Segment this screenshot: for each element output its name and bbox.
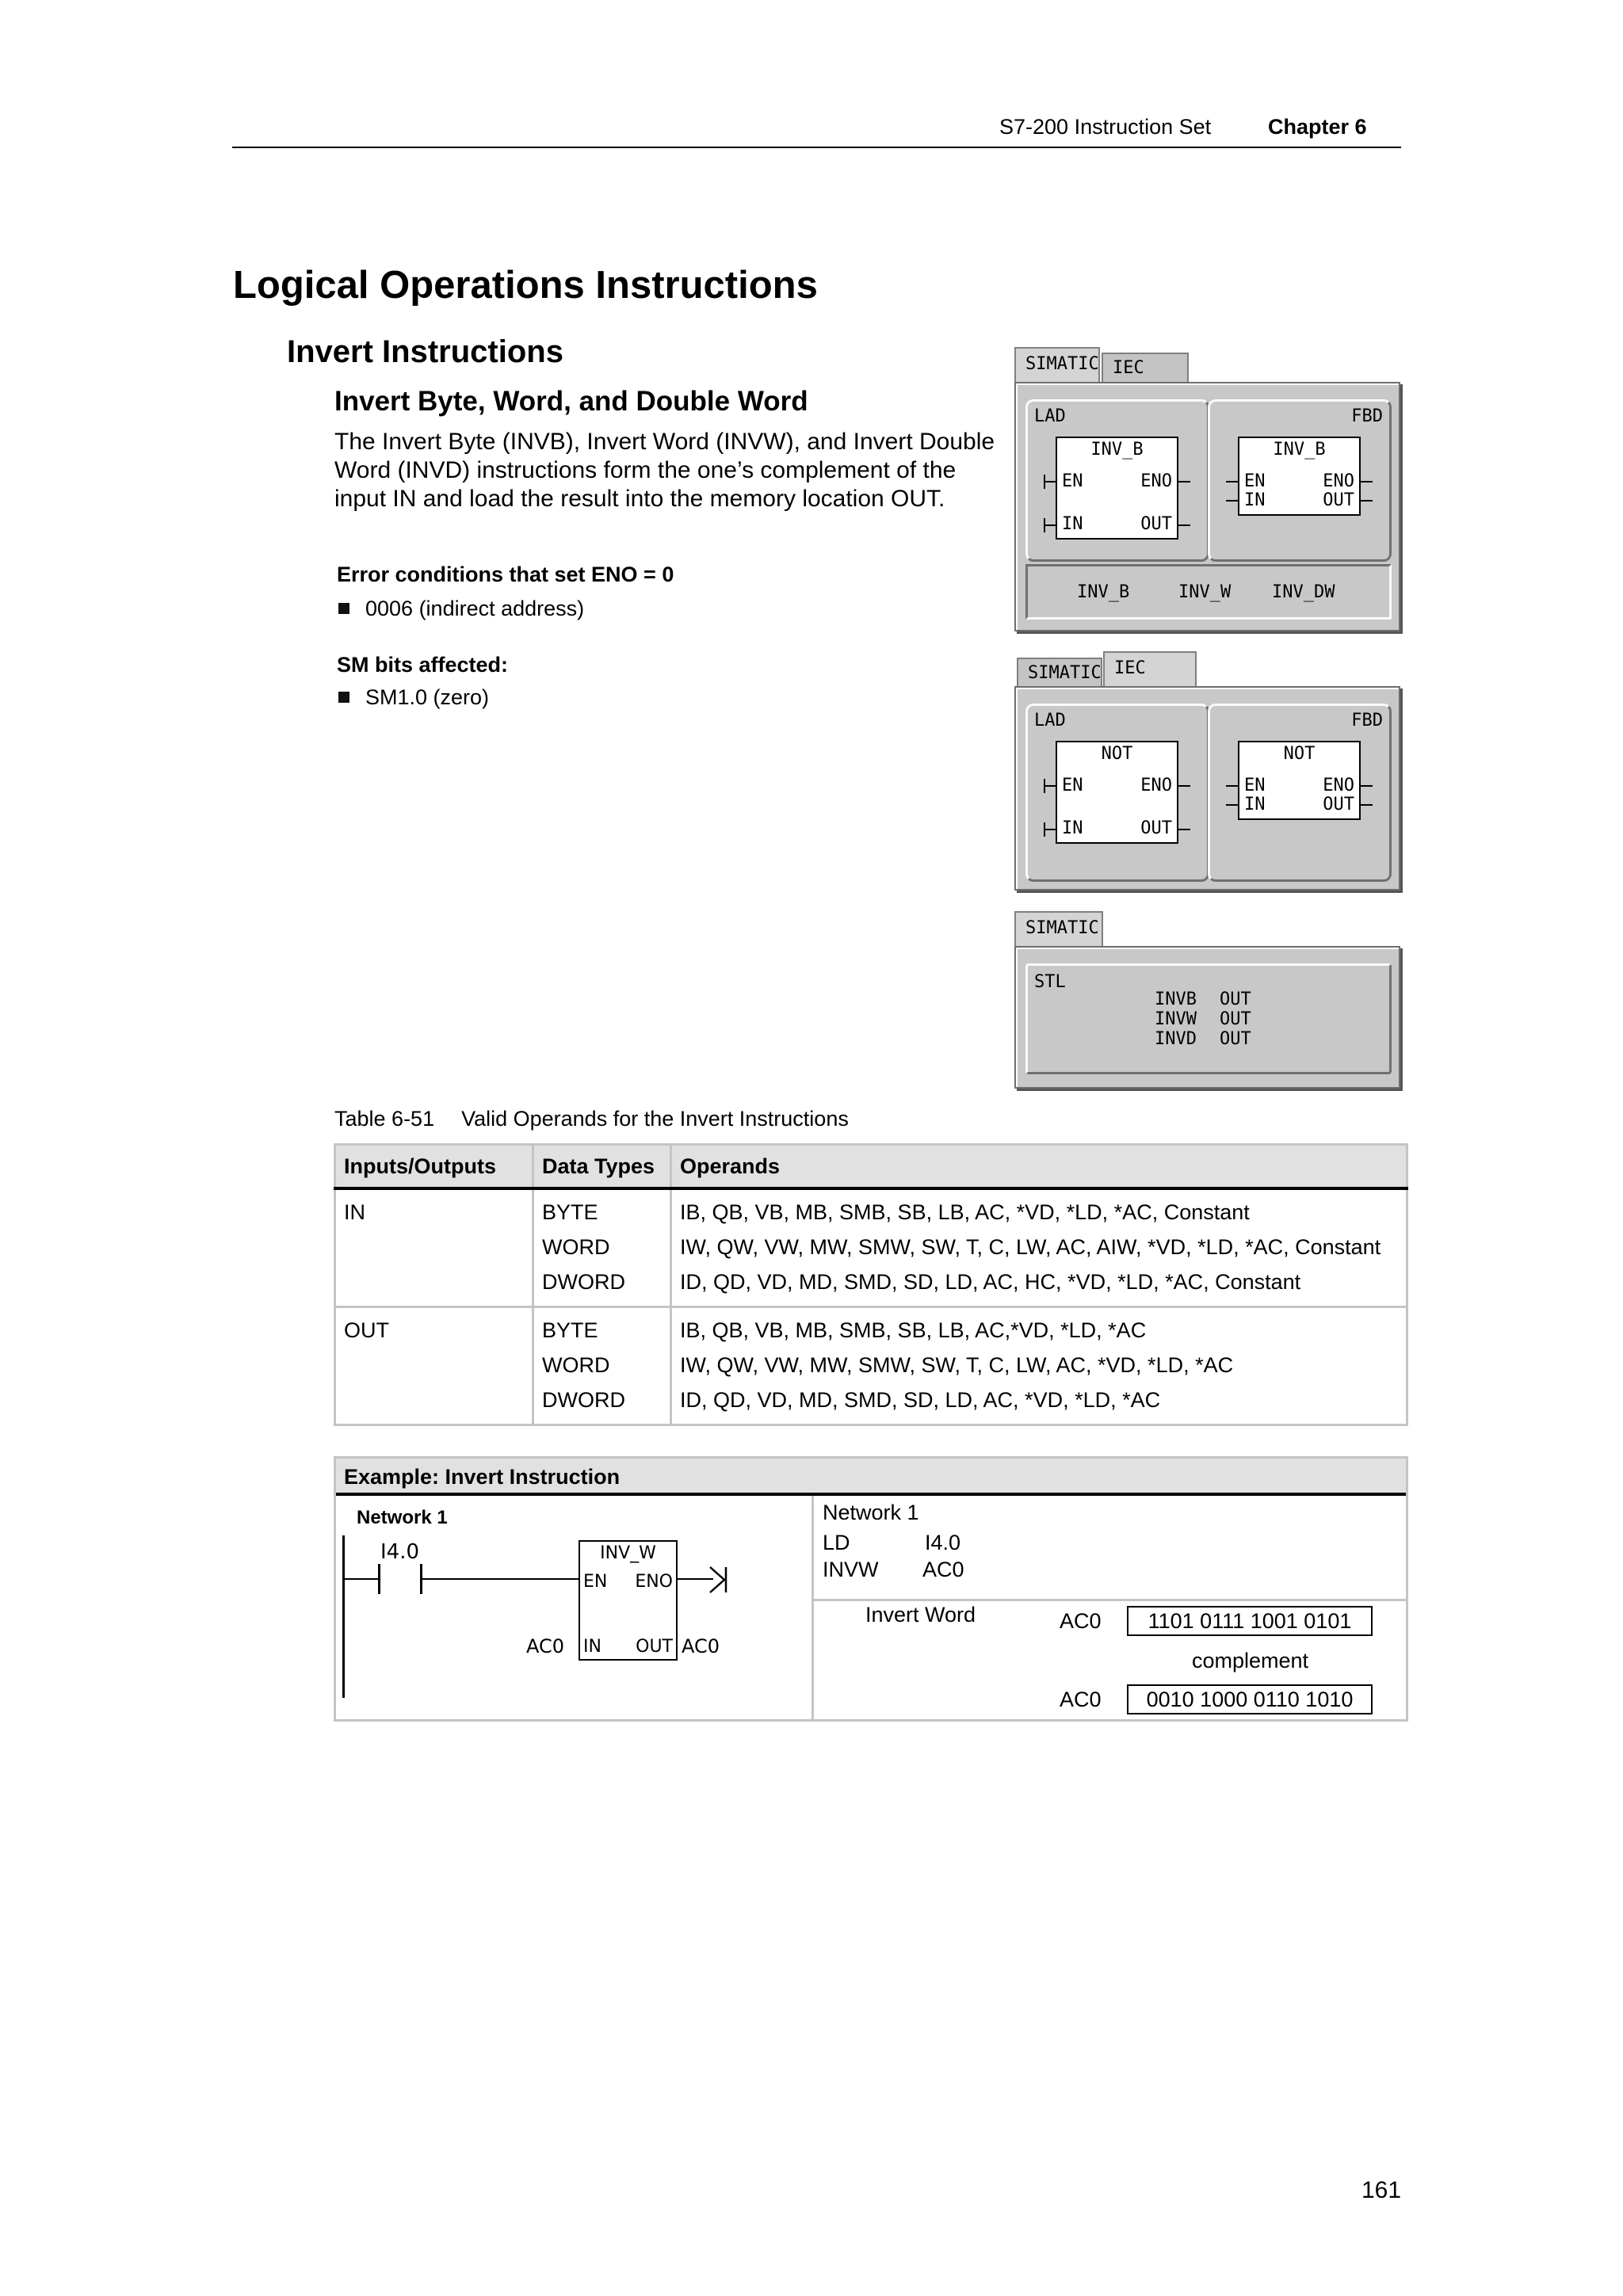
fbd-label: FBD (1351, 711, 1383, 730)
stl-op: LD (823, 1531, 850, 1554)
demo-label: Invert Word (865, 1603, 976, 1627)
stl-arg: OUT (1220, 1029, 1251, 1049)
lad-label: LAD (1034, 406, 1066, 426)
stl-ops (1155, 990, 1197, 1049)
register-label: AC0 (1060, 1688, 1102, 1711)
out-pin: OUT (1140, 514, 1172, 534)
column-header: Operands (671, 1145, 1407, 1189)
stl-op: INVB (1155, 990, 1197, 1009)
types-cell: BYTE WORD DWORD (533, 1188, 671, 1307)
column-header: Inputs/Outputs (335, 1145, 533, 1189)
table-header-row (335, 1145, 1407, 1189)
register-label: AC0 (1060, 1609, 1102, 1633)
eno-pin: ENO (1323, 471, 1354, 491)
ladder-diagram (336, 1496, 812, 1722)
in-pin: IN (1062, 514, 1083, 534)
fbd-subpanel (1208, 704, 1392, 882)
subsection-heading: Invert Instructions (287, 334, 563, 369)
box-name: NOT (1101, 744, 1133, 764)
lad-not-box (1056, 741, 1178, 844)
value-after: 0010 1000 0110 1010 (1127, 1684, 1373, 1714)
variant-inv-b: INV_B (1077, 582, 1130, 602)
types-cell: BYTE WORD DWORD (533, 1307, 671, 1425)
fbd-inv-box (1238, 437, 1361, 516)
stl-op: INVW (823, 1558, 879, 1581)
operation-label: complement (1192, 1649, 1309, 1672)
in-pin: IN (1244, 795, 1266, 814)
fbd-label: FBD (1351, 406, 1383, 426)
out-pin: OUT (1323, 490, 1354, 510)
coil-arrow-icon (705, 1564, 729, 1596)
lad-inv-box (1056, 437, 1178, 540)
out-pin: OUT (1140, 818, 1172, 838)
in-pin: IN (583, 1637, 601, 1657)
lad-subpanel (1025, 399, 1209, 562)
value-before: 1101 0111 1001 0101 (1127, 1606, 1373, 1636)
tab-simatic: SIMATIC (1014, 911, 1103, 946)
variant-inv-dw: INV_DW (1272, 582, 1335, 602)
contact-left (378, 1564, 380, 1594)
stl-op: INVD (1155, 1029, 1197, 1049)
error-condition-item: 0006 (indirect address) (338, 597, 584, 621)
contact-operand: I4.0 (380, 1540, 420, 1564)
header-rule (232, 147, 1401, 148)
stl-arg: I4.0 (925, 1531, 961, 1554)
iec-instruction-panel (1014, 686, 1400, 891)
example-title: Example: Invert Instruction (336, 1459, 1406, 1496)
example-block (334, 1456, 1408, 1722)
lad-label: LAD (1034, 711, 1066, 730)
inv-w-box (579, 1540, 678, 1661)
description-paragraph: The Invert Byte (INVB), Invert Word (INVW), and Invert Double Word (INVD) instructions form the one’s complement of the input IN and load the result into the memory location OUT. (334, 429, 995, 512)
variant-inv-w: INV_W (1178, 582, 1232, 602)
in-pin: IN (1062, 818, 1083, 838)
tab-iec-1131: IEC (1102, 353, 1189, 383)
running-header-title: S7-200 Instruction Set (999, 115, 1212, 139)
sm-bits-title: SM bits affected: (337, 653, 509, 677)
eno-pin: ENO (1323, 776, 1354, 795)
column-header: Data Types (533, 1145, 671, 1189)
io-cell: IN (335, 1188, 533, 1307)
fbd-subpanel (1208, 399, 1392, 562)
simatic-instruction-panel (1014, 382, 1400, 631)
table-title: Valid Operands for the Invert Instructions (461, 1107, 849, 1131)
table-number: Table 6-51 (334, 1107, 435, 1131)
box-name: NOT (1283, 744, 1316, 764)
en-pin: EN (1244, 776, 1266, 795)
en-pin: EN (1062, 776, 1083, 795)
section-heading: Logical Operations Instructions (233, 264, 818, 307)
en-pin: EN (1244, 471, 1266, 491)
error-conditions-title: Error conditions that set ENO = 0 (337, 563, 674, 586)
table-row (335, 1307, 1407, 1425)
table-caption (334, 1107, 849, 1131)
tab-simatic: SIMATIC (1014, 347, 1100, 382)
en-pin: EN (1062, 471, 1083, 491)
out-pin: OUT (636, 1637, 673, 1657)
stl-instruction-panel (1014, 946, 1400, 1089)
tab-simatic: SIMATIC (1017, 658, 1102, 688)
eno-pin: ENO (1140, 776, 1172, 795)
page-number: 161 (1361, 2177, 1402, 2203)
table-row (335, 1188, 1407, 1307)
out-operand: AC0 (682, 1635, 720, 1657)
stl-subpanel (1025, 963, 1392, 1074)
bullet-icon (338, 692, 349, 703)
running-header-chapter: Chapter 6 (1268, 115, 1367, 139)
fbd-not-box (1238, 741, 1361, 820)
stl-arg: AC0 (922, 1558, 964, 1581)
eno-pin: ENO (1140, 471, 1172, 491)
box-name: INV_B (1273, 440, 1326, 460)
topic-heading: Invert Byte, Word, and Double Word (334, 386, 808, 417)
stl-op: INVW (1155, 1009, 1197, 1029)
box-name: INV_B (1090, 440, 1144, 460)
en-pin: EN (583, 1572, 608, 1592)
io-cell: OUT (335, 1307, 533, 1425)
variant-strip (1025, 564, 1392, 620)
in-pin: IN (1244, 490, 1266, 510)
bullet-icon (338, 603, 349, 614)
box-name: INV_W (600, 1543, 656, 1563)
sm-bit-item: SM1.0 (zero) (338, 685, 489, 710)
stl-args (1220, 990, 1251, 1049)
eno-pin: ENO (635, 1572, 673, 1592)
stl-label: STL (1034, 972, 1066, 992)
operands-table (334, 1143, 1408, 1426)
operands-cell: IB, QB, VB, MB, SMB, SB, LB, AC, *VD, *LD, *AC, Constant IW, QW, VW, MW, SMW, SW, T, C, LW, AC, AIW, *VD, *LD, *AC, Constant ID, QD, VD, MD, SMD, SD, LD, AC, HC, *VD, *LD, *AC, Constant (671, 1188, 1407, 1307)
power-rail (342, 1535, 345, 1698)
ladder-network-label: Network 1 (357, 1507, 448, 1528)
stl-arg: OUT (1220, 1009, 1251, 1029)
lad-subpanel (1025, 704, 1209, 882)
tab-iec-1131: IEC (1103, 651, 1197, 686)
out-pin: OUT (1323, 795, 1354, 814)
operands-cell: IB, QB, VB, MB, SMB, SB, LB, AC,*VD, *LD, *AC IW, QW, VW, MW, SMW, SW, T, C, LW, AC, *VD, *LD, *AC ID, QD, VD, MD, SMD, SD, LD, AC, *VD, *LD, *AC (671, 1307, 1407, 1425)
stl-arg: OUT (1220, 990, 1251, 1009)
in-operand: AC0 (526, 1635, 565, 1657)
stl-network-label: Network 1 (823, 1501, 919, 1524)
